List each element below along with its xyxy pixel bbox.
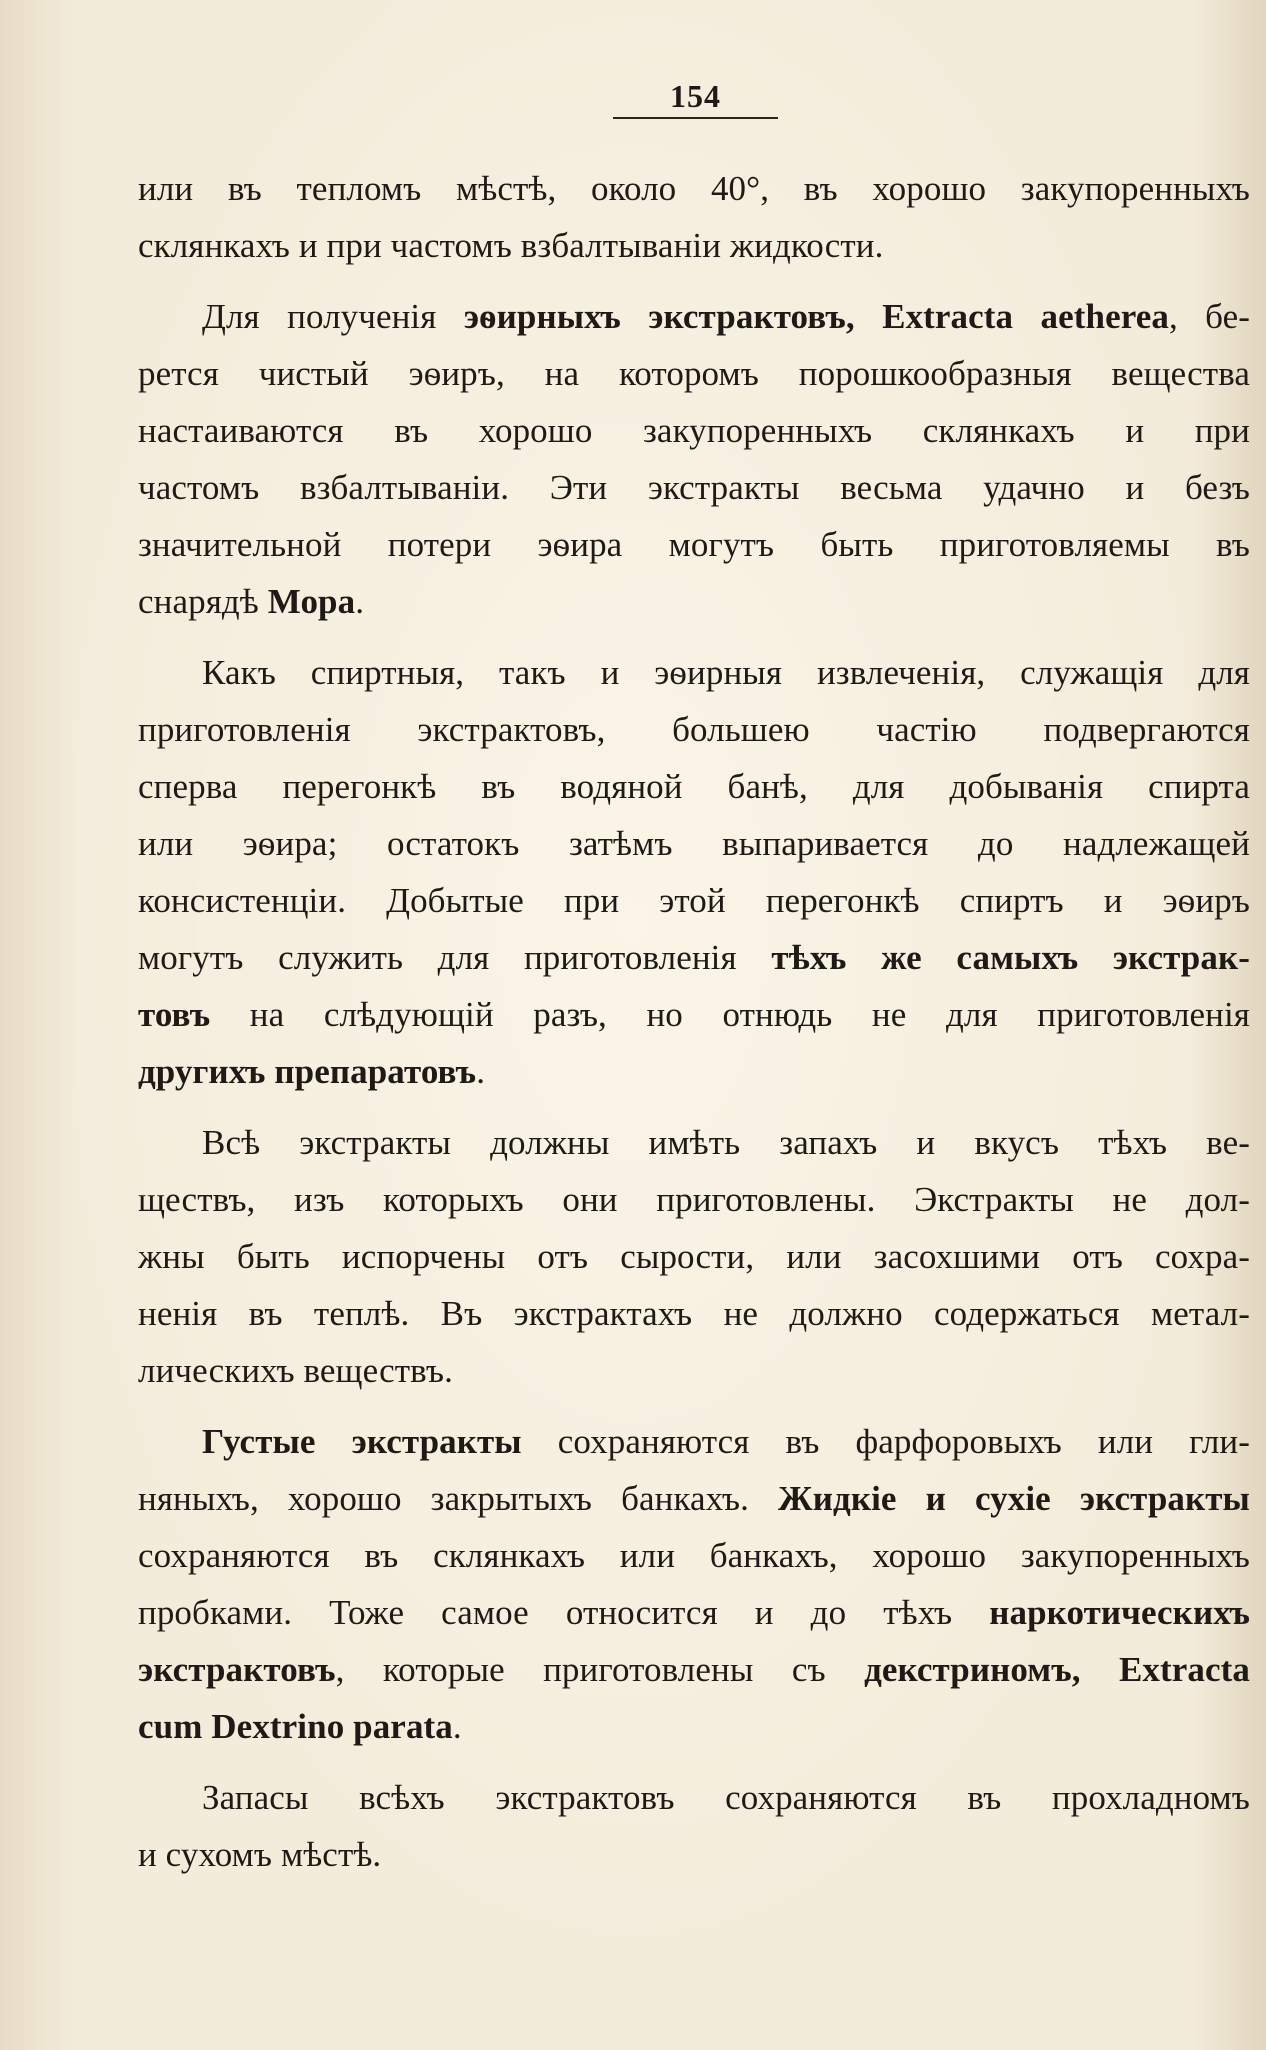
text-line: Запасы всѣхъ экстрактовъ сохраняются въ прохладномъ [202, 1778, 1250, 1817]
term-ether-extracts: эѳирныхъ экстрактовъ, Extracta aetherea [463, 297, 1169, 336]
term-narcotic: наркотическихъ [989, 1593, 1250, 1632]
text-line [138, 1043, 1250, 1100]
para-continuation [138, 160, 1250, 274]
text-line: рется чистый эѳиръ, на которомъ порошкообразныя вещества [138, 354, 1250, 393]
term-dextrin-latin: cum Dextrino parata [138, 1707, 453, 1746]
text-line: ненія въ теплѣ. Въ экстрактахъ не должно содержаться метал- [138, 1294, 1250, 1333]
text-line: или эѳира; остатокъ затѣмъ выпаривается до надлежащей [138, 824, 1250, 863]
text-line: частомъ взбалтываніи. Эти экстракты весьма удачно и безъ [138, 468, 1250, 507]
text-run: на слѣдующій разъ, но отнюдь не для приготовленія [210, 995, 1250, 1034]
text-line: склянкахъ и при частомъ взбалтываніи жидкости. [138, 226, 884, 265]
term-liquid-dry-extracts: Жидкіе и сухіе экстракты [778, 1479, 1250, 1518]
text-run: . [355, 582, 365, 621]
text-run: снарядѣ [138, 582, 268, 621]
text-run: . [452, 1707, 462, 1746]
text-line: сохраняются въ склянкахъ или банкахъ, хорошо закупоренныхъ [138, 1536, 1250, 1575]
para-distillation [138, 644, 1250, 1100]
text-line [138, 929, 1250, 986]
text-run: сохраняются въ фарфоровыхъ или гли- [521, 1422, 1250, 1461]
term-dextrin: декстриномъ, Extracta [864, 1650, 1250, 1689]
text-line [138, 288, 1250, 345]
para-storage [138, 1413, 1250, 1755]
text-run: . [476, 1052, 486, 1091]
text-line [138, 1470, 1250, 1527]
page-number-rule [613, 117, 778, 119]
text-line [138, 573, 1250, 630]
term-same-extracts-end: товъ [138, 995, 211, 1034]
text-line: ществъ, изъ которыхъ они приготовлены. Экстракты не дол- [138, 1180, 1250, 1219]
text-line: и сухомъ мѣстѣ. [138, 1835, 382, 1874]
text-line: Всѣ экстракты должны имѣть запахъ и вкусъ тѣхъ ве- [202, 1123, 1250, 1162]
text-run: , которые приготовлены съ [335, 1650, 865, 1689]
page-number: 154 [670, 78, 721, 114]
text-line: консистенціи. Добытые при этой перегонкѣ спиртъ и эѳиръ [138, 881, 1250, 920]
text-line: настаиваются въ хорошо закупоренныхъ склянкахъ и при [138, 411, 1250, 450]
body-text [138, 160, 1250, 1897]
text-line: или въ тепломъ мѣстѣ, около 40°, въ хорошо закупоренныхъ [138, 169, 1250, 208]
term-same-extracts: тѣхъ же самыхъ экстрак- [771, 938, 1250, 977]
text-line [138, 986, 1250, 1043]
text-line [138, 1584, 1250, 1641]
para-smell-taste [138, 1114, 1250, 1399]
para-ether-extracts [138, 288, 1250, 630]
para-supplies [138, 1769, 1250, 1883]
text-line: Какъ спиртныя, такъ и эѳирныя извлеченія, служащія для [202, 653, 1250, 692]
text-line [138, 1698, 1250, 1755]
text-line [138, 1641, 1250, 1698]
text-line: приготовленія экстрактовъ, большею частію подвергаются [138, 710, 1250, 749]
text-line: жны быть испорчены отъ сырости, или засохшими отъ сохра- [138, 1237, 1250, 1276]
text-run: Для полученія [202, 297, 464, 336]
term-mohr: Мора [267, 582, 356, 621]
text-run: няныхъ, хорошо закрытыхъ банкахъ. [138, 1479, 779, 1518]
term-narcotic-end: экстрактовъ [138, 1650, 336, 1689]
term-thick-extracts: Густые экстракты [202, 1422, 522, 1461]
text-line: значительной потери эѳира могутъ быть приготовляемы въ [138, 525, 1250, 564]
text-run: пробками. Тоже самое относится и до тѣхъ [138, 1593, 990, 1632]
text-line: сперва перегонкѣ въ водяной банѣ, для добыванія спирта [138, 767, 1250, 806]
text-line: лическихъ веществъ. [138, 1351, 453, 1390]
text-run: , бе- [1168, 297, 1251, 336]
term-other-preparations: другихъ препаратовъ [138, 1052, 477, 1091]
text-line [138, 1413, 1250, 1470]
text-run: могутъ служить для приготовленія [138, 938, 772, 977]
